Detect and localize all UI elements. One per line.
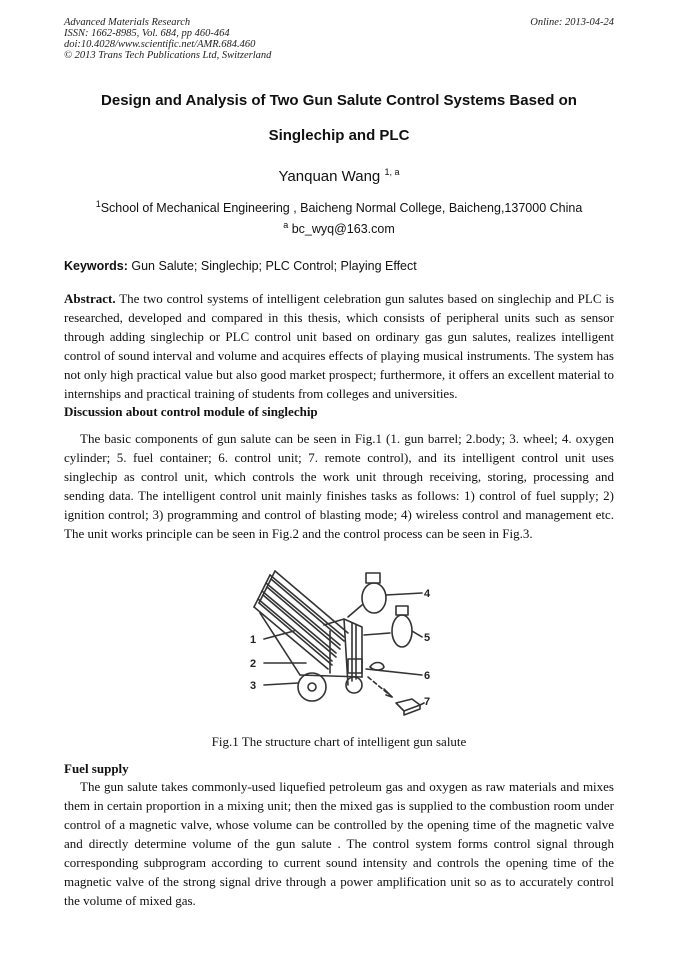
section-heading-singlechip: Discussion about control module of singlechip — [64, 404, 318, 419]
figure-label-2: 2 — [250, 658, 257, 670]
author-superscript: 1, a — [384, 167, 400, 177]
paper-title-line-2: Singlechip and PLC — [268, 127, 410, 144]
copyright-line: © 2013 Trans Tech Publications Ltd, Switzerland — [64, 50, 272, 61]
oxygen-cylinder-drawing — [348, 573, 386, 617]
doi-line: doi:10.4028/www.scientific.net/AMR.684.460 — [64, 39, 256, 50]
author-line — [40, 168, 638, 185]
keywords-text: Gun Salute; Singlechip; PLC Control; Playing Effect — [127, 259, 417, 273]
email-line — [40, 219, 638, 236]
section-body-fuel-supply: The gun salute takes commonly-used liquefied petroleum gas and oxygen as raw materials and mixes them in certain proportion in a mixing unit; then the mixed gas is supplied to the combustion room under control of a magnetic valve, whose volume can be controlled by the opening time of the magnetic valve and directly determine volume of the gun salute . The control system forms control signal through corresponding subprogram according to current sound intensity and controls the opening time of the magnetic valve of the strong signal drive through a power amplification unit so as to accurately control the volume of mixed gas. — [64, 779, 614, 908]
abstract-text: The two control systems of intelligent celebration gun salutes based on singlechip and PLC is researched, developed and compared in this thesis, which consists of peripheral units such as sensor through adding singlechip or PLC control unit based on ordinary gas gun salutes, realizes intelligent control of sound interval and volume and acquires effects of playing musical instruments. The system has not only high practical value but also good market prospect; furthermore, it offers an excellent material to internships and practical training of students from colleges and universities. — [64, 291, 614, 401]
email-address[interactable]: bc_wyq@163.com — [288, 222, 395, 236]
figure-label-3: 3 — [250, 680, 257, 692]
figure-label-7: 7 — [424, 696, 431, 708]
keywords-label: Keywords: — [64, 259, 128, 273]
paper-title-line-1: Design and Analysis of Two Gun Salute Control Systems Based on — [101, 92, 577, 109]
gun-barrels-drawing — [254, 571, 348, 669]
wheel-drawing — [298, 673, 326, 701]
author-name: Yanquan Wang — [278, 168, 385, 185]
keywords-line — [64, 259, 616, 273]
abstract-paragraph — [64, 289, 614, 403]
remote-control-drawing — [368, 677, 420, 715]
section-body-singlechip: The basic components of gun salute can be seen in Fig.1 (1. gun barrel; 2.body; 3. wheel; 4. oxygen cylinder; 5. fuel container; 6. control unit; 7. remote control), and its intelligent control unit uses singlechip as control unit, which controls the work unit through receiving, storing, processing and sending data. The intelligent control unit mainly finishes tasks as follows: 1) control of fuel supply; 2) ignition control; 3) programming and control of blasting mode; 4) wireless control and management etc. The unit works principle can be seen in Fig.2 and the control process can be seen in Fig.3. — [64, 431, 614, 541]
affiliation-line — [40, 198, 638, 215]
journal-header — [64, 17, 271, 61]
affiliation-text: School of Mechanical Engineering , Baicheng Normal College, Baicheng,137000 China — [100, 201, 583, 215]
issn-line: ISSN: 1662-8985, Vol. 684, pp 460-464 — [64, 28, 230, 39]
figure-caption: Fig.1 The structure chart of intelligent gun salute — [211, 734, 467, 749]
figure-label-1: 1 — [250, 634, 257, 646]
email-superscript: a — [283, 219, 289, 230]
online-date: Online: 2013-04-24 — [530, 17, 614, 28]
figure-label-5: 5 — [424, 632, 431, 644]
figure-label-4: 4 — [424, 588, 431, 600]
affiliation-superscript: 1 — [95, 198, 101, 209]
gun-salute-structure-figure — [244, 565, 440, 720]
abstract-label: Abstract. — [64, 291, 116, 306]
journal-name: Advanced Materials Research — [64, 17, 191, 28]
section-heading-fuel-supply: Fuel supply — [64, 761, 129, 776]
figure-label-6: 6 — [424, 670, 431, 682]
